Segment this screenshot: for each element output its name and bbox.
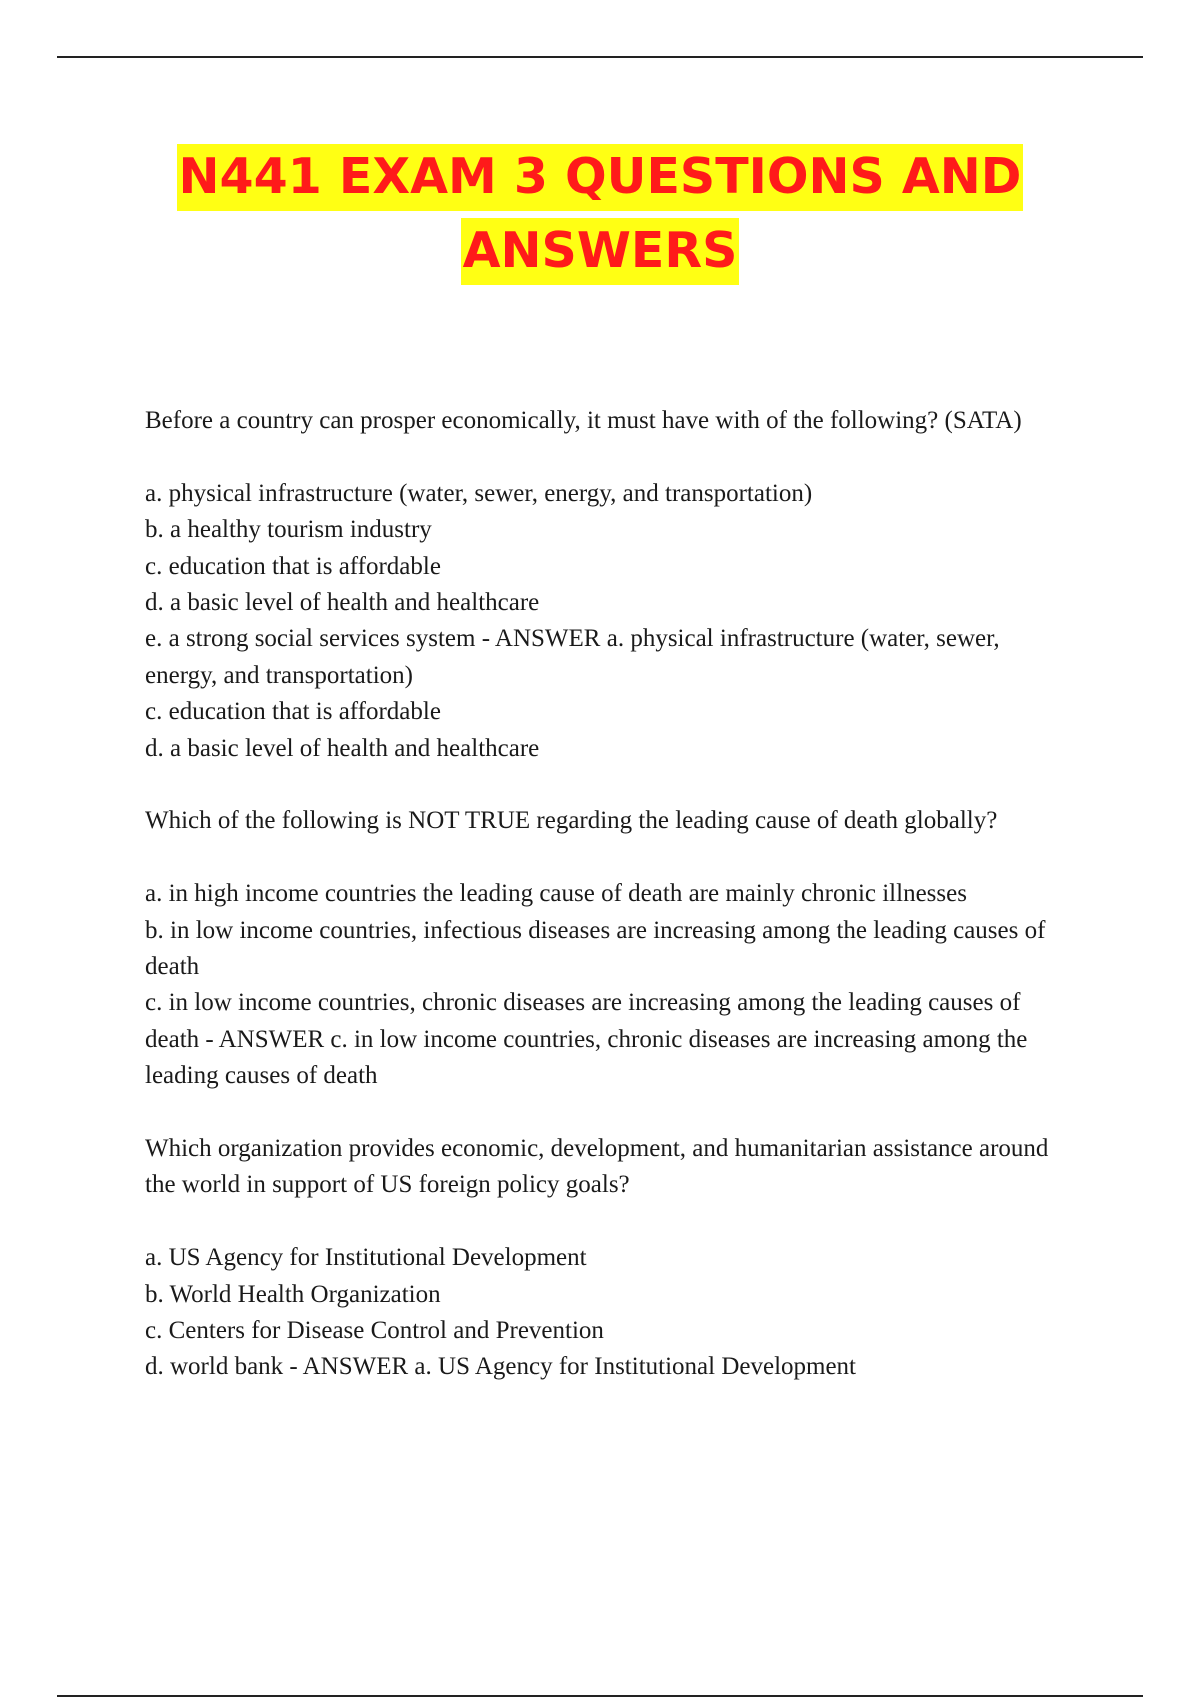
question-block bbox=[145, 803, 1065, 1094]
option-item: b. a healthy tourism industry bbox=[145, 516, 432, 544]
title-line-1: N441 EXAM 3 QUESTIONS AND bbox=[177, 144, 1024, 211]
option-item-with-answer: e. a strong social services system - ANSWER a. physical infrastructure (water, sewer, energy, and transportation) bbox=[145, 625, 1000, 689]
option-item: a. in high income countries the leading cause of death are mainly chronic illnesses bbox=[145, 880, 967, 908]
option-item: b. in low income countries, infectious diseases are increasing among the leading causes of death bbox=[145, 916, 1046, 981]
option-item: c. education that is affordable bbox=[145, 552, 441, 580]
question-stem: Before a country can prosper economically, it must have with of the following? (SATA) bbox=[145, 407, 1022, 434]
option-item-with-answer: d. world bank - ANSWER a. US Agency for Institutional Development bbox=[145, 1353, 856, 1381]
top-rule bbox=[57, 56, 1143, 58]
option-item: d. a basic level of health and healthcare bbox=[145, 734, 540, 762]
option-item: d. a basic level of health and healthcare bbox=[145, 589, 540, 617]
option-item: a. physical infrastructure (water, sewer, energy, and transportation) bbox=[145, 479, 813, 507]
option-item-with-answer: c. in low income countries, chronic diseases are increasing among the leading causes of death - ANSWER c. in low income countries, chronic diseases are increasing among the leading causes of death bbox=[145, 989, 1028, 1090]
document-title bbox=[60, 140, 1140, 288]
question-list bbox=[145, 403, 1065, 1386]
bottom-rule bbox=[57, 1695, 1143, 1697]
question-stem: Which organization provides economic, development, and humanitarian assistance around the world in support of US foreign policy goals? bbox=[145, 1135, 1049, 1199]
option-item: a. US Agency for Institutional Development bbox=[145, 1244, 587, 1272]
option-item: b. World Health Organization bbox=[145, 1280, 441, 1308]
question-stem: Which of the following is NOT TRUE regarding the leading cause of death globally? bbox=[145, 807, 998, 835]
question-block bbox=[145, 1131, 1065, 1386]
option-item: c. Centers for Disease Control and Prevention bbox=[145, 1317, 604, 1345]
option-item: c. education that is affordable bbox=[145, 698, 441, 726]
title-line-2: ANSWERS bbox=[461, 218, 740, 285]
question-block bbox=[145, 403, 1065, 767]
